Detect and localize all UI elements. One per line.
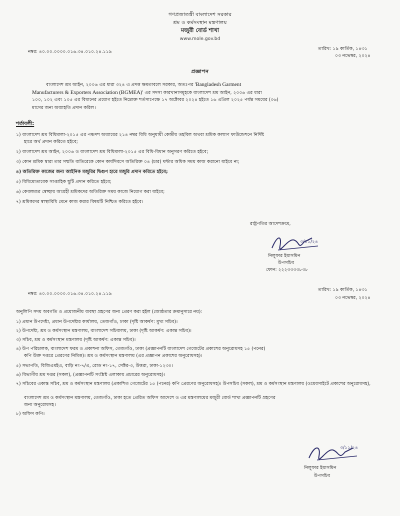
condition-4: ৪) অতিরিক্ত কাজের জন্য আইনিক মজুরির দ্বিগুণ হারে মজুরি প্রদান করিতে হইবে;: [16, 170, 168, 175]
date-bn: ১৯ কার্তিক, ১৪৩১: [332, 47, 368, 52]
intro-paragraph: [32, 82, 372, 89]
website-link[interactable]: www.mole.gov.bd: [179, 37, 221, 42]
distribution-item-cont: বাংলাদেশ শ্রম ও কর্মসংস্থান মন্ত্রণালয়, তেজগাঁও, ঢাকা হতে প্রেরিত অফিস আদেশে ও এর মন্ত্রণালয়ের মজুরী বোর্ড শাখা প্রজ্ঞাপনটি গ্রহণের: [24, 396, 276, 401]
signer-name-1: নিলুফার ইয়াসমিন: [268, 254, 301, 259]
distribution-item: ১) প্রধান উপদেষ্টা, প্রধান উপদেষ্টার কার্যালয়, তেজগাঁও, ঢাকা (দৃষ্টি আকর্ষণ: মুখ্য সচিব)।: [16, 320, 178, 325]
document-title: প্রজ্ঞাপন: [191, 69, 209, 75]
date-label: তারিখ:: [318, 47, 332, 52]
wing-name: মজুরী বোর্ড শাখা: [180, 28, 220, 34]
distribution-intro: অনুলিপি সদয় অবগতি ও প্রয়োজনীয় ব্যবস্থা গ্রহণের জন্য প্রেরণ করা হইল (জ্যেষ্ঠতার ক্রমানুসারে নয়):: [16, 310, 203, 315]
intro-line2: [32, 90, 372, 97]
condition-1-cont: হারে অর্থ প্রদান করিতে হইবে;: [24, 140, 78, 145]
date-en-2: ০৩ নভেম্বর, ২০২৪: [335, 296, 371, 301]
signature-2-date: ৩/১১/২৪: [340, 446, 359, 451]
date-block-2: [318, 288, 367, 294]
signer-designation-1: উপসচিব: [278, 261, 295, 266]
signature-1-date: ৩/১১/২৪: [300, 240, 319, 245]
org-name-b: Manufacturers & Exporters Association (BGMEA)': [32, 90, 144, 96]
distribution-item: ৭) সচিবের একান্ত সচিব, শ্রম ও কর্মসংস্থান মন্ত্রণালয় (প্রকাশিত গেজেটের ১৫ (পনের) কপি প্রেরণের অনুরোধসহ)। উপসচিব (সকল), শ্রম ও কর্মসংস্থান মন্ত্রণালয় (ওয়েবসাইটে প্রকাশের অনুরোধসহ),: [16, 382, 371, 387]
intro-part3: ১০০, ১০২ এবং ১০৫ এর বিধানের প্রয়োগ হইতে নিম্নোক্ত শর্তসাপেক্ষে ১৭ অক্টোবর ২০২৪ হইতে ১৬ এপ্রিল ২০২৫ পর্যন্ত সময়ের (০৬): [32, 98, 279, 103]
by-order-text: রাষ্ট্রপতির আদেশক্রমে,: [250, 222, 291, 227]
date-bn-2: ১৯ কার্তিক, ১৪৩১: [332, 288, 368, 293]
distribution-item: ২) উপদেষ্টা, শ্রম ও কর্মসংস্থান মন্ত্রণালয়, বাংলাদেশ সচিবালয়, ঢাকা (দৃষ্টি আকর্ষণ: একান্ত সচিব)।: [16, 329, 192, 334]
distribution-item-cont: জন্য অনুরোধসহ।: [24, 403, 56, 408]
condition-3: ৩) কোন শ্রমিক দ্বারা তার সম্মতি ব্যতিরেকে কোন কার্যদিবসে অতিরিক্ত ০৪ (চার) ঘন্টার অধিক সময় কাজ করানো যাইবে না;: [16, 160, 240, 165]
intro-part2: এর সদস্য কারখানাসমূহকে বাংলাদেশ শ্রম আইন, ২০০৬ এর ধারা: [144, 91, 262, 96]
signature-1: [268, 232, 328, 254]
date-label-2: তারিখ:: [318, 288, 332, 293]
distribution-item: ৫) সভাপতি, বিজিএমইএ, বাড়ি নং-৭/এ, রোড নং-১৭, সেক্টর-৩, উত্তরা, ঢাকা-১২৩০।: [16, 364, 174, 369]
memo-number-top: নম্বর: ৪০.০০.০০০০.০১৬.৩৪.০১০.২৪.১১৯: [28, 50, 112, 55]
distribution-item: ৬) বিভাগীয় শ্রম দপ্তর (সকল), (প্রজ্ঞাপনটি সংশ্লিষ্ট এলাকায় প্রচারের অনুরোধসহ)।: [16, 373, 166, 378]
ministry-name: শ্রম ও কর্মসংস্থান মন্ত্রণালয়: [173, 20, 227, 26]
conditions-heading: শর্তাবলী:: [16, 121, 35, 127]
gov-header-line1: গণপ্রজাতন্ত্রী বাংলাদেশ সরকার: [168, 12, 232, 18]
date-en-top: ০৩ নভেম্বর, ২০২৪: [335, 54, 371, 59]
condition-5: ৫) বিধিমোতাবেক সাপ্তাহিক ছুটি প্রদান করিতে হইবে;: [16, 180, 112, 185]
distribution-item: ৩) সচিব, শ্রম ও কর্মসংস্থান মন্ত্রণালয় (দৃষ্টি আকর্ষণ: একান্ত সচিব)।: [16, 338, 136, 343]
org-name-a: 'Bangladesh Garment: [194, 82, 242, 88]
distribution-item: ৮) অফিস কপি।: [16, 412, 45, 417]
condition-2: ২) বাংলাদেশ শ্রম আইন, ২০০৬ ও বাংলাদেশ শ্রম বিধিমালা-২০১৫ এর বিধি-বিধান অনুসরণ করিতে হইবে;: [16, 150, 209, 155]
signer-name-2: নিলুফার ইয়াসমিন: [304, 466, 337, 471]
intro-part1: বাংলাদেশ শ্রম আইন, ২০০৬ এর ধারা ৩২৪ এ প্রদত্ত ক্ষমতাবলে সরকার, অতঃপর: [46, 83, 194, 88]
condition-6: ৬) কেবলমাত্র স্বেচ্ছায় আগ্রহী শ্রমিকদের অতিরিক্ত সময় কাজে নিয়োগ করা যাইবে;: [16, 190, 165, 195]
intro-part4: মাসের জন্য অব্যাহতি প্রদান করিল।: [32, 106, 96, 111]
memo-number-2: নম্বর: ৪০.০০.০০০০.০১৬.৩৪.০১০.২৪.১১৯: [28, 292, 112, 297]
date-block-top: [318, 47, 367, 53]
signer-phone-1: ফোন: ২২২৩৩৩৩৮৩৮: [266, 268, 309, 273]
distribution-item-cont: কপি উক্ত দপ্তরে প্রেরণের নিমিত্ত)। শ্রম ও কর্মসংস্থান মন্ত্রণালয় (এর প্রজ্ঞাপন প্রকাশের অনুরোধসহ)।: [24, 354, 203, 359]
condition-1: ১) বাংলাদেশ শ্রম বিধিমালা-২০১৫ এর পঞ্চদশ অধ্যায়ের ২১৪ নম্বর বিধি অনুযায়ী কেন্দ্রীয় তহবিল অথবা শ্রমিক কল্যাণ ফাউন্ডেশনে নির্দিষ্ট: [16, 133, 264, 138]
condition-7: ৭) শ্রমিকদের স্বাস্থ্যবিধি মেনে কাজ করার বিষয়টি নিশ্চিত করিতে হইবে।: [16, 200, 144, 205]
distribution-item: ৪) উপ পরিচালক, বাংলাদেশ ফরম ও প্রকাশনা অফিস, তেজগাঁও, ঢাকা (প্রজ্ঞাপনটি বাংলাদেশ গেজেটের প্রকাশের অনুরোধসহ ১৫ (পনের): [16, 347, 266, 352]
signer-designation-2: উপসচিব: [314, 474, 331, 479]
